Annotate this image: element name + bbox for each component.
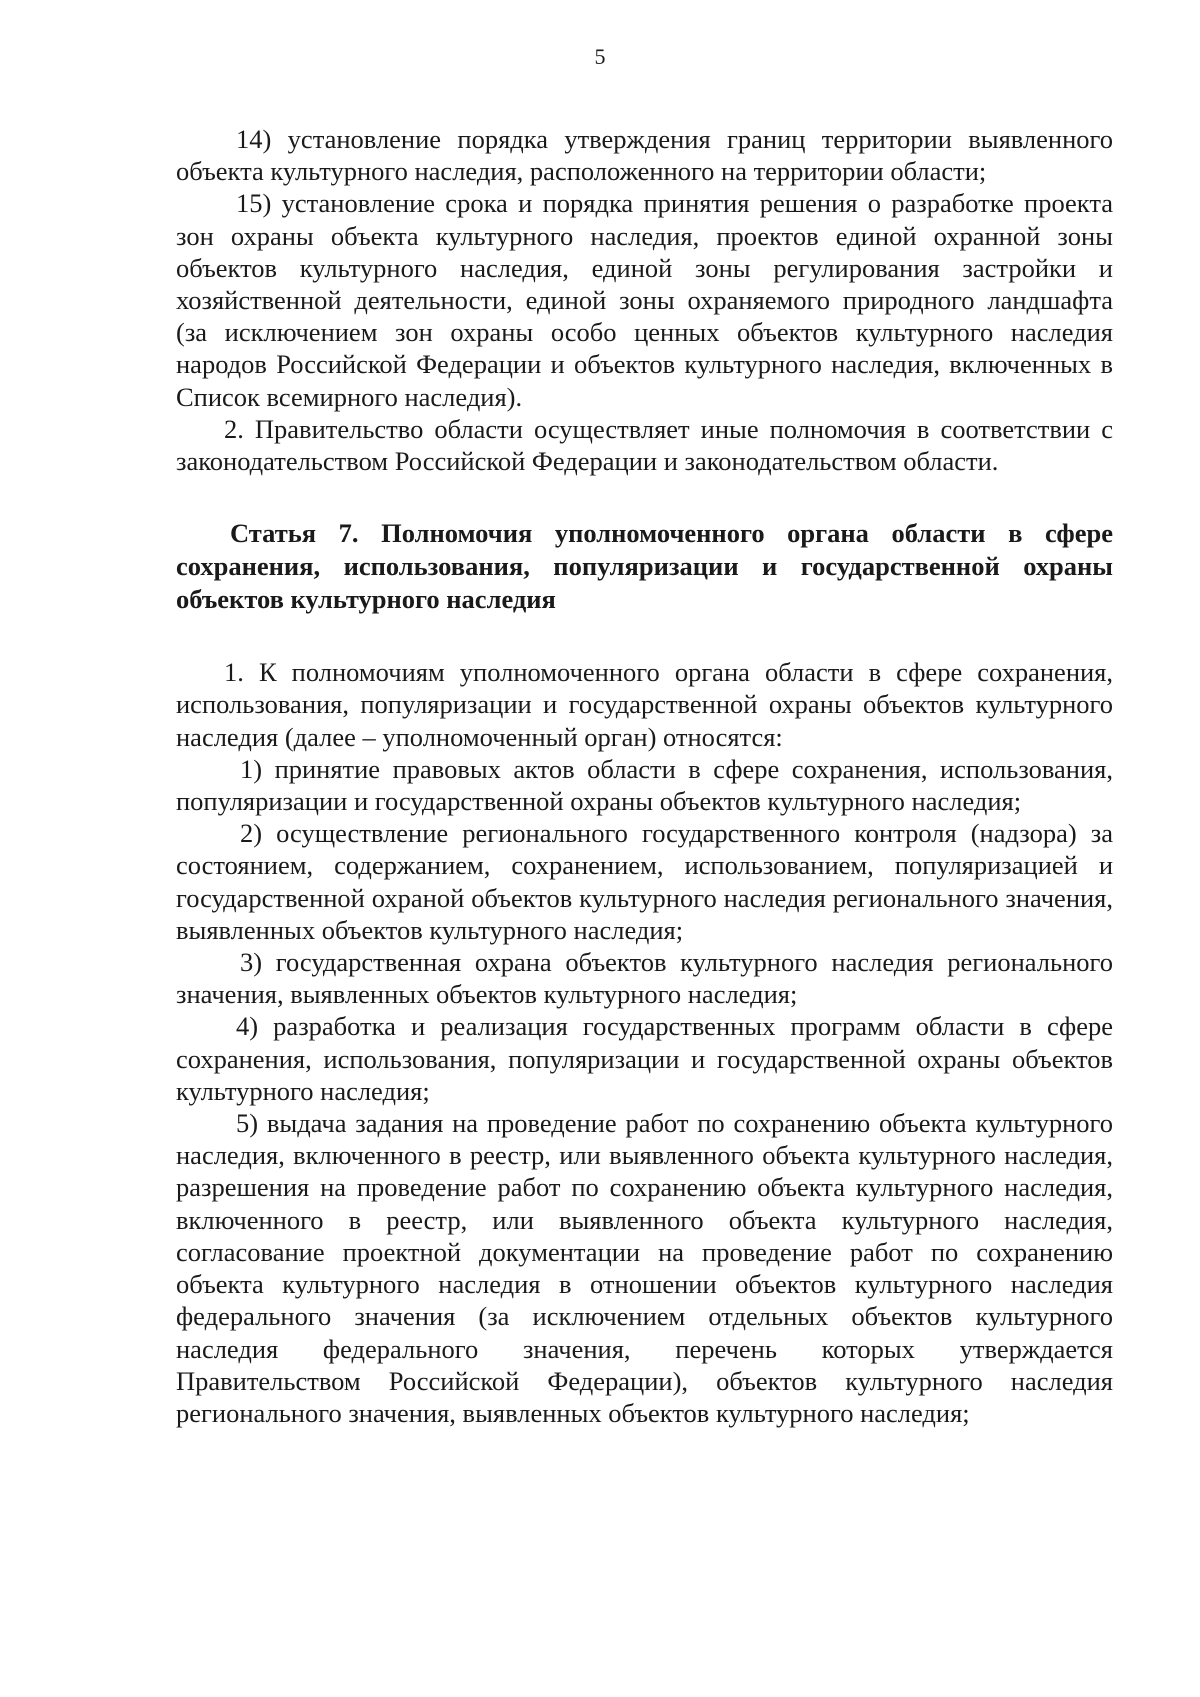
article-7-item-4: 4) разработка и реализация государственных программ области в сфере сохранения, использования, популяризации и государственной охраны объектов культурного наследия; — [176, 1011, 1113, 1106]
item-14: 14) установление порядка утверждения границ территории выявленного объекта культурного наследия, расположенного на территории области; — [176, 124, 1113, 187]
article-7-heading: Статья 7. Полномочия уполномоченного органа области в сфере сохранения, использования, популяризации и государственной охраны объектов культурного наследия — [176, 518, 1113, 615]
page-number: 5 — [594, 44, 606, 69]
article-7-item-3: 3) государственная охрана объектов культурного наследия регионального значения, выявленных объектов культурного наследия; — [176, 947, 1113, 1010]
item-15: 15) установление срока и порядка принятия решения о разработке проекта зон охраны объекта культурного наследия, проектов единой охранной зоны объектов культурного наследия, единой зоны регулирования застройки и хозяйственной деятельности, единой зоны охраняемого природного ландшафта (за исключением зон охраны особо ценных объектов культурного наследия народов Российской Федерации и объектов культурного наследия, включенных в Список всемирного наследия). — [176, 188, 1113, 412]
article-7-clause-1-intro: 1. К полномочиям уполномоченного органа области в сфере сохранения, использования, популяризации и государственной охраны объектов культурного наследия (далее – уполномоченный орган) относятся: — [176, 657, 1113, 752]
clause-2: 2. Правительство области осуществляет иные полномочия в соответствии с законодательством Российской Федерации и законодательством области. — [176, 413, 1113, 477]
article-7-item-1: 1) принятие правовых актов области в сфере сохранения, использования, популяризации и государственной охраны объектов культурного наследия; — [176, 753, 1113, 817]
document-body — [176, 123, 1113, 1429]
article-7-item-2: 2) осуществление регионального государственного контроля (надзора) за состоянием, содержанием, сохранением, использованием, популяризацией и государственной охраной объектов культурного наследия регионального значения, выявленных объектов культурного наследия; — [176, 818, 1113, 945]
article-7-item-5: 5) выдача задания на проведение работ по сохранению объекта культурного наследия, включенного в реестр, или выявленного объекта культурного наследия, разрешения на проведение работ по сохранению объекта культурного наследия, включенного в реестр, или выявленного объекта культурного наследия, согласование проектной документации на проведение работ по сохранению объекта культурного наследия в отношении объектов культурного наследия федерального значения (за исключением отдельных объектов культурного наследия федерального значения, перечень которых утверждается Правительством Российской Федерации), объектов культурного наследия регионального значения, выявленных объектов культурного наследия; — [176, 1108, 1113, 1428]
